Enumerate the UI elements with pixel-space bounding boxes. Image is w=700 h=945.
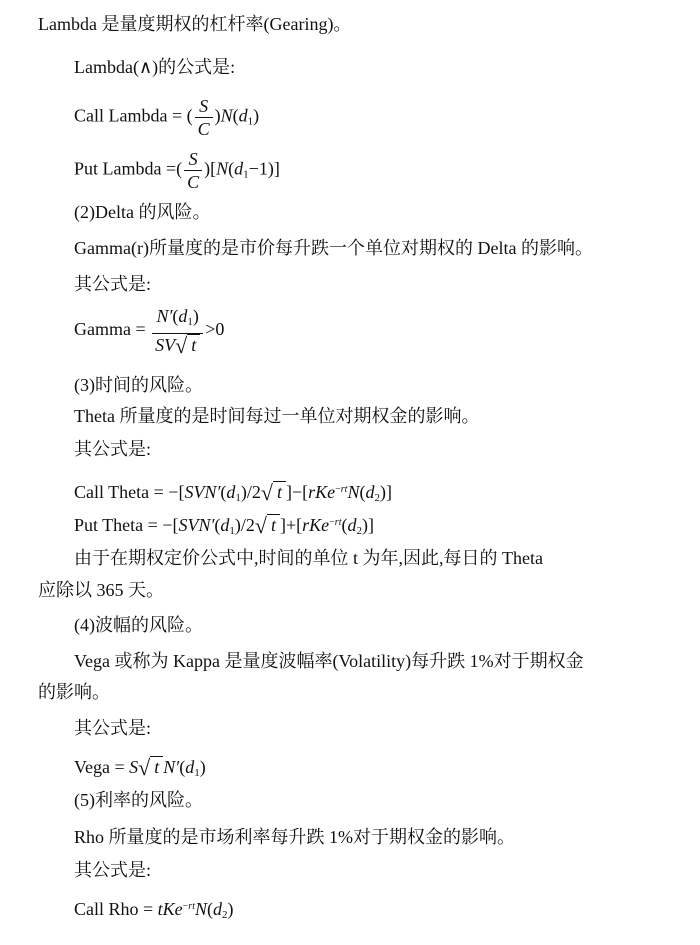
formula-label: Put Lambda =( — [74, 158, 183, 179]
section-heading: (3)时间的风险。 — [74, 375, 203, 395]
fraction: $\frac{N'(d_1)}{SV√ t}$ — [152, 305, 203, 357]
formula-call-rho: Call Rho = $tKe^{-rt}N(d_2)$ — [74, 899, 234, 921]
section-heading: (2)Delta 的风险。 — [74, 202, 211, 222]
text-line: Lambda(∧)的公式是: — [74, 57, 236, 77]
section-heading: (5)利率的风险。 — [74, 790, 203, 810]
text-line: Gamma(r)所量度的是市价每升跌一个单位对期权的 Delta 的影响。 — [74, 238, 593, 258]
formula-label: Call Lambda = ( — [74, 105, 193, 126]
text-line: Lambda 是量度期权的杠杆率(Gearing)。 — [38, 14, 352, 34]
text-line: 应除以 365 天。 — [38, 580, 164, 600]
fraction: $\frac{S}{C}$ — [184, 148, 202, 193]
formula-vega: Vega = S√ t $N'(d_1)$ — [74, 755, 206, 780]
formula-put-theta: Put Theta = $-[SVN'(d_1)/2√$ t ]$+[rKe^{-rt}(d_2)]$ — [74, 513, 374, 538]
section-heading: (4)波幅的风险。 — [74, 615, 203, 635]
text-line: 其公式是: — [74, 439, 152, 459]
formula-gamma: Gamma = $\frac{N'(d_1)}{SV√ t}$ >0 — [74, 306, 225, 358]
formula-label: Gamma = — [74, 319, 146, 340]
formula-call-lambda: Call Lambda = ( $\frac{S}{C}$ )$N(d_1)$ — [74, 96, 260, 139]
formula-put-lambda: Put Lambda =( $\frac{S}{C}$ )$[N(d_1-1)]$ — [74, 149, 280, 192]
text-line: Vega 或称为 Kappa 是量度波幅率(Volatility)每升跌 1%对于期权金 — [74, 651, 584, 671]
formula-call-theta: Call Theta = $-[SVN'(d_1)/2√$ t ]$-[rKe^{-rt}N(d_2)]$ — [74, 480, 392, 505]
text-line: Theta 所量度的是时间每过一单位对期权金的影响。 — [74, 406, 480, 426]
text-line: 由于在期权定价公式中,时间的单位 t 为年,因此,每日的 Theta — [74, 548, 543, 568]
text-line: 其公式是: — [74, 718, 152, 738]
text-line: 的影响。 — [38, 682, 110, 702]
text-line: Rho 所量度的是市场利率每升跌 1%对于期权金的影响。 — [74, 827, 515, 847]
text-line: 其公式是: — [74, 274, 152, 294]
fraction: $\frac{S}{C}$ — [195, 95, 213, 140]
text-line: 其公式是: — [74, 860, 152, 880]
